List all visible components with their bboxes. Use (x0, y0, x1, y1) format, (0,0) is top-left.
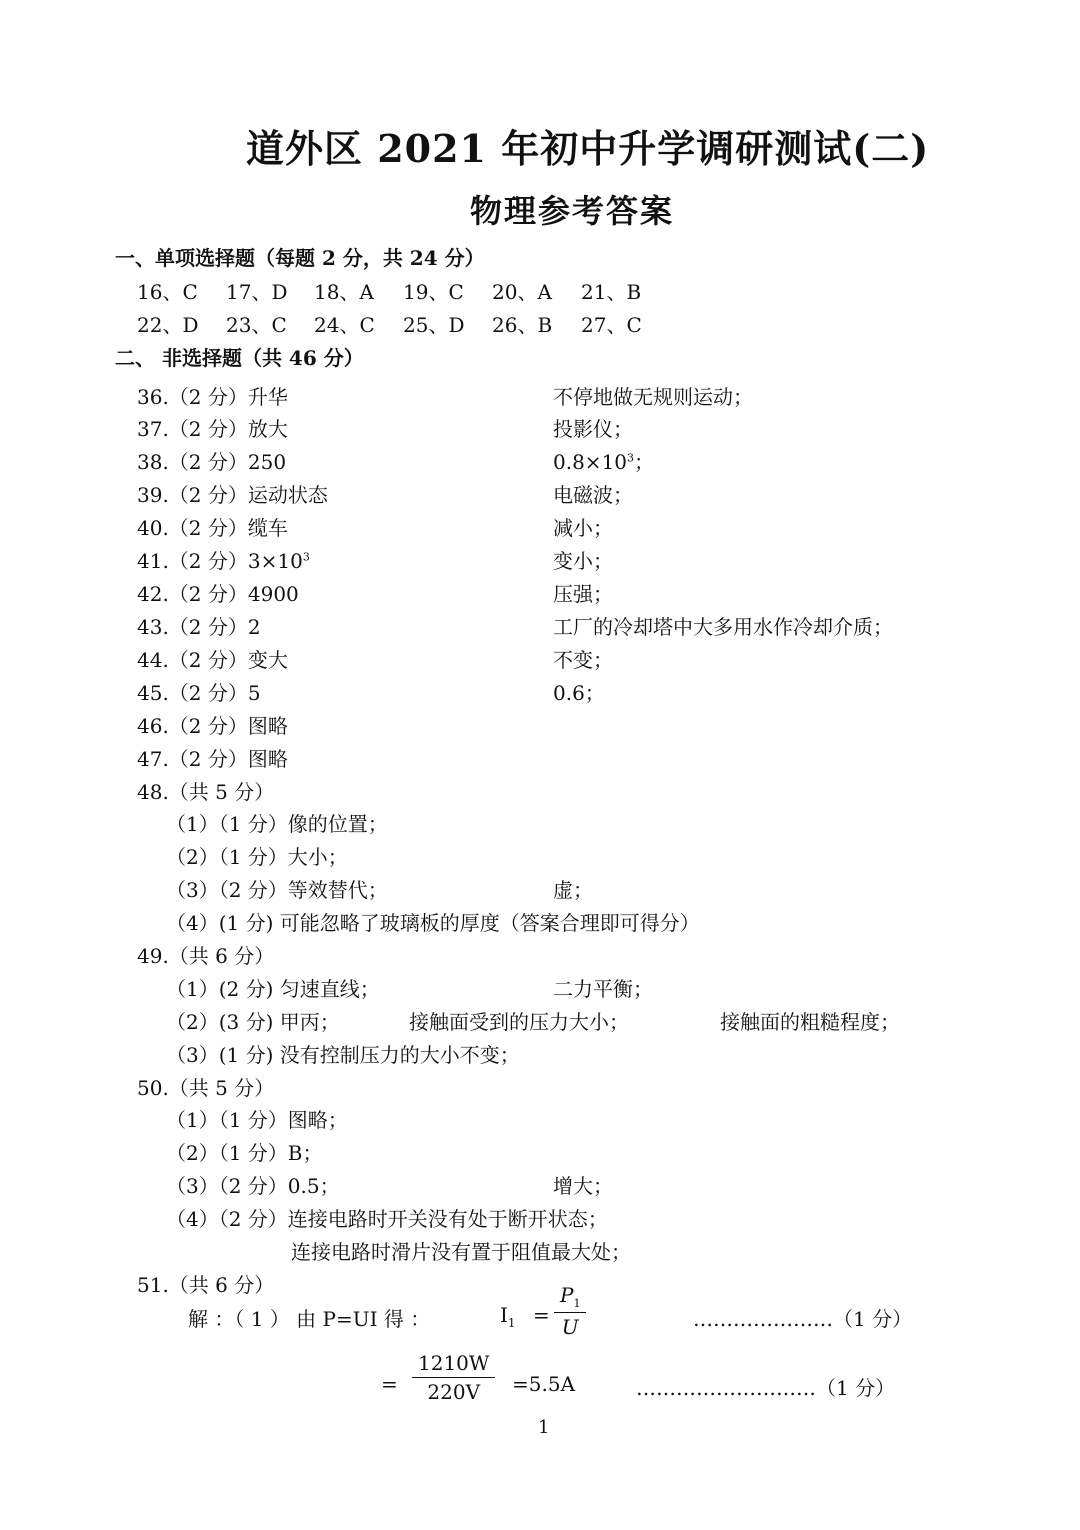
q48-sub1: （1）（1 分）像的位置； (166, 812, 388, 836)
answer-item: 18、A (314, 280, 374, 304)
answer-item: 25、D (403, 313, 465, 337)
page-subtitle: 物理参考答案 (470, 192, 675, 230)
q49-head: 49.（共 6 分） (137, 944, 275, 968)
q51-fraction-1 (554, 1283, 586, 1339)
q42-answer: 42.（2 分）4900 (137, 582, 299, 606)
q37-answer: 37.（2 分）放大 (137, 417, 288, 441)
q51-score-2: ………………………（1 分） (636, 1376, 896, 1400)
q48-head: 48.（共 5 分） (137, 780, 275, 804)
section1-heading: 一、单项选择题（每题 2 分，共 24 分） (115, 246, 485, 270)
q47-answer: 47.（2 分）图略 (137, 747, 288, 771)
fraction-numerator: $P_1$ (554, 1283, 586, 1313)
q50-sub1: （1）（1 分）图略； (166, 1108, 348, 1132)
q50-sub4b: 连接电路时滑片没有置于阻值最大处； (291, 1240, 631, 1264)
q46-answer: 46.（2 分）图略 (137, 714, 288, 738)
section2-heading: 二、 非选择题（共 46 分） (115, 346, 364, 370)
q51-equals-2: = (381, 1372, 398, 1396)
q37-answer2: 投影仪； (553, 417, 633, 441)
q50-sub4: （4）（2 分）连接电路时开关没有处于断开状态； (166, 1207, 608, 1231)
answer-item: 16、C (137, 280, 198, 304)
q39-answer2: 电磁波； (553, 483, 633, 507)
q42-answer2: 压强； (553, 582, 613, 606)
q49-sub2b: 接触面受到的压力大小； (409, 1010, 629, 1034)
answer-item: 20、A (492, 280, 552, 304)
q36-answer: 36.（2 分）升华 (137, 385, 288, 409)
q39-answer: 39.（2 分）运动状态 (137, 483, 328, 507)
q48-sub2: （2）（1 分）大小； (166, 845, 348, 869)
q50-sub3: （3）（2 分）0.5； (166, 1174, 340, 1198)
answer-item: 22、D (137, 313, 199, 337)
q43-answer: 43.（2 分）2 (137, 615, 261, 639)
q36-answer2: 不停地做无规则运动； (553, 385, 753, 409)
q41-answer2: 变小； (553, 549, 613, 573)
q49-sub2c: 接触面的粗糙程度； (720, 1010, 900, 1034)
q49-sub1b: 二力平衡； (553, 977, 653, 1001)
q44-answer: 44.（2 分）变大 (137, 648, 288, 672)
q50-sub2: （2）（1 分）B； (166, 1141, 323, 1165)
q51-score-1: …………………（1 分） (693, 1307, 913, 1331)
q51-head: 51.（共 6 分） (137, 1273, 275, 1297)
q38-answer: 38.（2 分）250 (137, 450, 287, 474)
answer-item: 27、C (581, 313, 642, 337)
q51-equals-1: = (533, 1303, 550, 1327)
page-title: 道外区 2021 年初中升学调研测试(二) (246, 126, 930, 171)
q48-sub3: （3）（2 分）等效替代； (166, 878, 388, 902)
q38-answer2: $0.8\times 10^3$； (553, 450, 655, 474)
q48-sub4: （4）(1 分) 可能忽略了玻璃板的厚度（答案合理即可得分） (166, 911, 700, 935)
q44-answer2: 不变； (553, 648, 613, 672)
q50-sub3b: 增大； (553, 1174, 613, 1198)
answer-item: 21、B (581, 280, 642, 304)
q49-sub3: （3）(1 分) 没有控制压力的大小不变； (166, 1043, 520, 1067)
q49-sub1: （1）(2 分) 匀速直线； (166, 977, 380, 1001)
q40-answer2: 减小； (553, 516, 613, 540)
fraction-denominator: 220V (427, 1380, 481, 1404)
q51-result: =5.5A (512, 1372, 576, 1396)
q51-current-symbol: $I_1$ (500, 1303, 516, 1330)
q51-fraction-2 (412, 1351, 495, 1404)
q51-solution-intro: 解 ：（ 1 ） 由 P=UI 得 ： (188, 1307, 431, 1331)
fraction-numerator: 1210W (412, 1351, 495, 1378)
answer-item: 19、C (403, 280, 464, 304)
q45-answer: 45.（2 分）5 (137, 681, 261, 705)
answer-item: 26、B (492, 313, 553, 337)
answer-item: 17、D (226, 280, 288, 304)
page-number: 1 (538, 1417, 550, 1438)
answer-item: 23、C (226, 313, 287, 337)
q49-sub2: （2）(3 分) 甲丙； (166, 1010, 340, 1034)
q50-head: 50.（共 5 分） (137, 1076, 275, 1100)
q41-answer: 41.（2 分）$3\times 10^3$ (137, 549, 310, 573)
q45-answer2: 0.6； (553, 681, 605, 705)
q40-answer: 40.（2 分）缆车 (137, 516, 288, 540)
q48-sub3b: 虚； (553, 878, 593, 902)
fraction-denominator: U (561, 1315, 579, 1339)
q43-answer2: 工厂的冷却塔中大多用水作冷却介质； (553, 615, 893, 639)
answer-item: 24、C (314, 313, 375, 337)
